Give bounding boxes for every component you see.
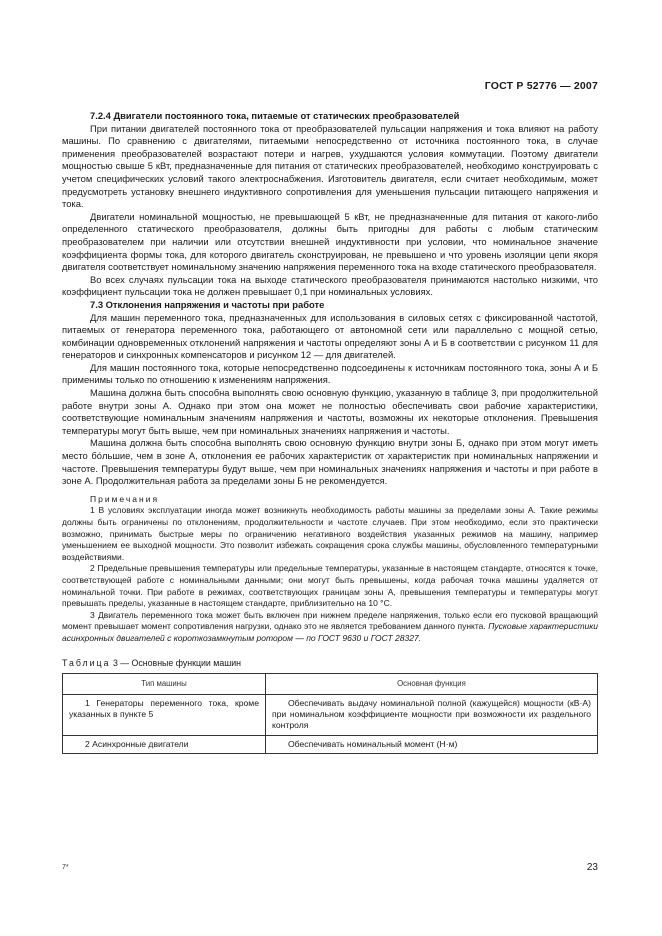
paragraph: Двигатели номинальной мощностью, не превышающей 5 кВт, не предназначенные для питания от какого-либо определенного статического преобразователя, должны быть пригодны для работы с любым статическим преобразователем при наличии или отсутствии внешней индуктивности при условии, что номинальное значение коэффициента формы тока, для которого двигатель сконструирован, не превышено и что уровень изоляции цепи якоря двигателя соответствует номинальному значению напряжения переменного тока на входе статического преобразователя. xyxy=(62,210,598,273)
table-cell xyxy=(266,735,598,753)
section-heading-7-2-4: 7.2.4 Двигатели постоянного тока, питаемые от статических преобразователей xyxy=(90,110,460,121)
notes-title: Примечания xyxy=(90,493,160,504)
page-number: 23 xyxy=(586,862,598,873)
cell-text: 1 Генераторы переменного тока, кроме указанных в пункте 5 xyxy=(69,697,259,719)
paragraph: Для машин переменного тока, предназначенных для использования в силовых сетях с фиксированной частотой, питаемых от генератора переменного тока, работающего от автономной сети или параллельно с мощной сетью, комбинации одновременных отклонений напряжения и частоты определяют зоны А и Б в соответствии с рисунком 11 для генераторов и синхронных компенсаторов и рисунком 12 — для двигателей. xyxy=(62,311,598,361)
paragraph: Для машин постоянного тока, которые непосредственно подсоединены к источникам постоянного тока, зоны А и Б применимы только по отношению к изменениям напряжения. xyxy=(62,361,598,386)
table-cell xyxy=(63,735,266,753)
table-row xyxy=(63,735,598,753)
note-item xyxy=(62,610,598,645)
paragraph: Машина должна быть способна выполнять свою основную функцию внутри зоны Б, однако при этом могут иметь место бо́льшие, чем в зоне А, отклонения ее рабочих характеристик от характеристик при номинальных напряжении и частоте. Превышения температуры будут выше, чем при номинальных значениях напряжения и частоты и при работе в зоне А. Продолжительная работа за пределами зоны Б не рекомендуется. xyxy=(62,437,598,487)
page-body xyxy=(62,110,598,754)
table-caption xyxy=(62,657,598,670)
cell-text: Обеспечивать выдачу номинальной полной (кажущейся) мощности (кВ·А) при номинальном коэффициенте мощности при возможности их раздельного контроля xyxy=(272,697,591,731)
table-header-row xyxy=(63,674,598,694)
table-row xyxy=(63,694,598,735)
functions-table xyxy=(62,673,598,754)
paragraph: Во всех случаях пульсации тока на выходе статического преобразователя принимаются настолько низкими, что коэффициент пульсации тока не должен превышает 0,1 при номинальных условиях. xyxy=(62,273,598,298)
paragraph: При питании двигателей постоянного тока от преобразователей пульсации напряжения и тока влияют на работу машины. По сравнению с двигателями, питаемыми непосредственно от источника постоянного тока, в случае применения преобразователей возрастают потери и нагрев, ухудшаются условия коммутации. Поэтому двигатели мощностью свыше 5 кВт, предназначенные для питания от статических преобразователей, необходимо конструировать с учетом специфических условий такого электроснабжения. Изготовитель двигателя, если считает необходимым, может предусмотреть установку внешнего индуктивного сопротивления для уменьшения пульсации питающего напряжения и тока. xyxy=(62,122,598,210)
standard-header: ГОСТ Р 52776 — 2007 xyxy=(484,80,598,92)
sheet-signature: 7* xyxy=(62,864,69,871)
table-caption-prefix: Таблица xyxy=(62,657,111,668)
cell-text: 2 Асинхронные двигатели xyxy=(85,738,189,749)
note-item: 2 Предельные превышения температуры или предельные температуры, указанные в настоящем стандарте, относятся к точке, соответствующей работе с номинальными данными; они могут быть превышены, когда рабочая точка машины удаляется от номинальной точки. При работе в режимах, соответствующих границам зоны А, превышения температуры и температуры могут превышать пределы, указанные в настоящем стандарте, приблизительно на 10 °С. xyxy=(62,563,598,609)
note-reference: Пусковые характеристики асинхронных двигателей с короткозамкнутым ротором — по ГОСТ 9630 и ГОСТ 28327. xyxy=(62,621,598,643)
column-header-type: Тип машины xyxy=(63,674,266,694)
table-cell xyxy=(266,694,598,735)
note-item: 1 В условиях эксплуатации иногда может возникнуть необходимость работы машины за пределами зоны А. Такие режимы должны быть ограничены по отклонениям, продолжительности и частоте случаев. При этом необходимо, если это практически возможно, принимать быстрые меры по ограничению негативного воздействия указанных режимов на машину, например уменьшением ее выходной мощности. Это позволит избежать сокращения срока службы машины, обусловленного температурными воздействиями. xyxy=(62,505,598,562)
cell-text: Обеспечивать номинальный момент (Н·м) xyxy=(288,738,458,749)
paragraph: Машина должна быть способна выполнять свою основную функцию, указанную в таблице 3, при продолжительной работе внутри зоны А. Однако при этом она может не полностью обеспечивать свои рабочие характеристики, соответствующие номинальным значениям напряжения и частоты, возможны их некоторые отклонения. Превышения температуры могут быть выше, чем при номинальных значениях напряжения и частоты. xyxy=(62,387,598,436)
notes-block xyxy=(62,494,598,645)
column-header-function: Основная функция xyxy=(266,674,598,694)
section-heading-7-3: 7.3 Отклонения напряжения и частоты при работе xyxy=(90,298,325,310)
table-cell xyxy=(63,694,266,735)
note-text: 3 Двигатель переменного тока может быть включен при нижнем пределе напряжения, только если его пусковой вращающий момент превышает момент сопротивления нагрузки, однако это не является требованием данного пункта. xyxy=(62,609,598,632)
table-caption-text: 3 — Основные функции машин xyxy=(112,657,242,668)
